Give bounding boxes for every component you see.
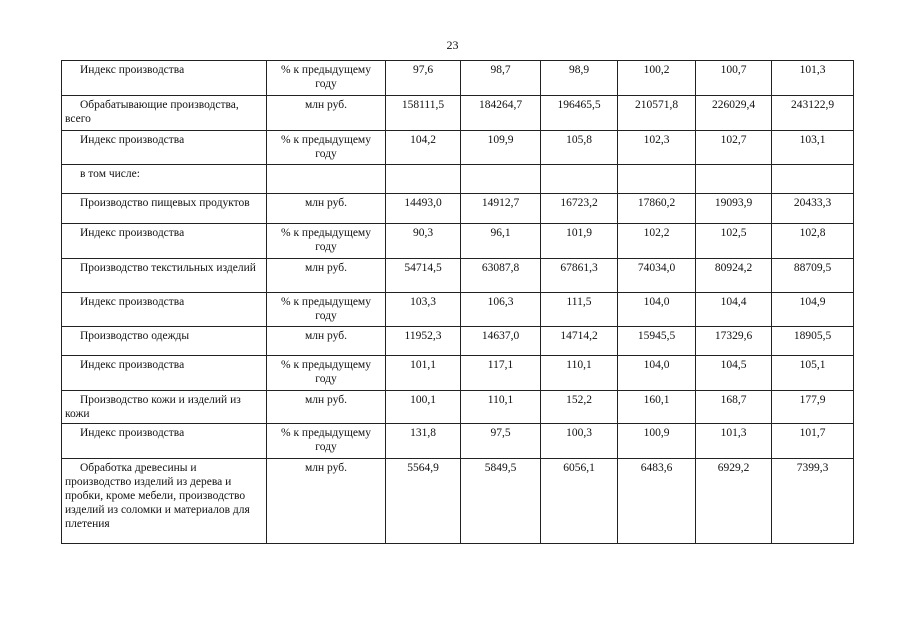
value-cell: 17860,2 bbox=[618, 194, 696, 224]
value-cell: 14493,0 bbox=[386, 194, 461, 224]
value-cell: 74034,0 bbox=[618, 259, 696, 293]
value-cell: 243122,9 bbox=[772, 96, 854, 131]
unit-cell: % к предыдущему году bbox=[267, 224, 386, 259]
value-cell: 5564,9 bbox=[386, 459, 461, 544]
value-cell: 226029,4 bbox=[696, 96, 772, 131]
value-cell: 6483,6 bbox=[618, 459, 696, 544]
unit-cell: % к предыдущему году bbox=[267, 61, 386, 96]
value-cell: 103,1 bbox=[772, 131, 854, 165]
table-row bbox=[62, 194, 854, 224]
value-cell bbox=[696, 165, 772, 194]
row-label: Обрабатывающие производства, всего bbox=[62, 96, 267, 131]
value-cell: 5849,5 bbox=[461, 459, 541, 544]
value-cell: 101,3 bbox=[696, 424, 772, 459]
value-cell: 104,2 bbox=[386, 131, 461, 165]
value-cell: 7399,3 bbox=[772, 459, 854, 544]
value-cell: 16723,2 bbox=[541, 194, 618, 224]
table-row bbox=[62, 424, 854, 459]
value-cell: 6056,1 bbox=[541, 459, 618, 544]
table-row bbox=[62, 165, 854, 194]
value-cell: 20433,3 bbox=[772, 194, 854, 224]
value-cell bbox=[772, 165, 854, 194]
value-cell: 131,8 bbox=[386, 424, 461, 459]
row-label: в том числе: bbox=[62, 165, 267, 194]
unit-cell: млн руб. bbox=[267, 459, 386, 544]
value-cell: 102,8 bbox=[772, 224, 854, 259]
statistics-table bbox=[61, 60, 854, 544]
row-label: Производство текстильных изделий bbox=[62, 259, 267, 293]
table-row bbox=[62, 356, 854, 391]
value-cell: 11952,3 bbox=[386, 327, 461, 356]
table-row bbox=[62, 459, 854, 544]
value-cell: 101,1 bbox=[386, 356, 461, 391]
value-cell: 110,1 bbox=[541, 356, 618, 391]
value-cell: 158111,5 bbox=[386, 96, 461, 131]
value-cell: 14714,2 bbox=[541, 327, 618, 356]
table-row bbox=[62, 61, 854, 96]
value-cell: 104,4 bbox=[696, 293, 772, 327]
value-cell: 100,2 bbox=[618, 61, 696, 96]
table-row bbox=[62, 224, 854, 259]
page-number: 23 bbox=[446, 38, 459, 52]
unit-cell: млн руб. bbox=[267, 327, 386, 356]
value-cell: 80924,2 bbox=[696, 259, 772, 293]
value-cell: 111,5 bbox=[541, 293, 618, 327]
row-label: Индекс производства bbox=[62, 131, 267, 165]
value-cell: 97,6 bbox=[386, 61, 461, 96]
value-cell: 101,3 bbox=[772, 61, 854, 96]
value-cell: 98,7 bbox=[461, 61, 541, 96]
value-cell bbox=[386, 165, 461, 194]
table-row bbox=[62, 293, 854, 327]
value-cell: 104,0 bbox=[618, 293, 696, 327]
value-cell: 210571,8 bbox=[618, 96, 696, 131]
value-cell: 102,2 bbox=[618, 224, 696, 259]
value-cell: 6929,2 bbox=[696, 459, 772, 544]
unit-cell: % к предыдущему году bbox=[267, 424, 386, 459]
unit-cell bbox=[267, 165, 386, 194]
value-cell: 54714,5 bbox=[386, 259, 461, 293]
value-cell: 106,3 bbox=[461, 293, 541, 327]
value-cell: 101,9 bbox=[541, 224, 618, 259]
value-cell: 67861,3 bbox=[541, 259, 618, 293]
table-row bbox=[62, 96, 854, 131]
value-cell: 98,9 bbox=[541, 61, 618, 96]
unit-cell: млн руб. bbox=[267, 194, 386, 224]
value-cell: 14637,0 bbox=[461, 327, 541, 356]
unit-cell: % к предыдущему году bbox=[267, 293, 386, 327]
row-label: Обработка древесины и производство изделий из дерева и пробки, кроме мебели, производство изделий из соломки и материалов для плетения bbox=[62, 459, 267, 544]
unit-cell: млн руб. bbox=[267, 391, 386, 424]
table-row bbox=[62, 131, 854, 165]
value-cell bbox=[618, 165, 696, 194]
value-cell: 100,7 bbox=[696, 61, 772, 96]
value-cell: 100,3 bbox=[541, 424, 618, 459]
value-cell: 102,5 bbox=[696, 224, 772, 259]
row-label: Индекс производства bbox=[62, 356, 267, 391]
value-cell: 105,1 bbox=[772, 356, 854, 391]
value-cell: 117,1 bbox=[461, 356, 541, 391]
row-label: Индекс производства bbox=[62, 424, 267, 459]
value-cell: 103,3 bbox=[386, 293, 461, 327]
unit-cell: % к предыдущему году bbox=[267, 131, 386, 165]
value-cell: 104,0 bbox=[618, 356, 696, 391]
value-cell: 19093,9 bbox=[696, 194, 772, 224]
value-cell: 152,2 bbox=[541, 391, 618, 424]
unit-cell: млн руб. bbox=[267, 96, 386, 131]
row-label: Производство одежды bbox=[62, 327, 267, 356]
value-cell: 168,7 bbox=[696, 391, 772, 424]
table-row bbox=[62, 391, 854, 424]
unit-cell: млн руб. bbox=[267, 259, 386, 293]
value-cell: 109,9 bbox=[461, 131, 541, 165]
row-label: Индекс производства bbox=[62, 61, 267, 96]
value-cell: 196465,5 bbox=[541, 96, 618, 131]
value-cell bbox=[461, 165, 541, 194]
value-cell: 88709,5 bbox=[772, 259, 854, 293]
row-label: Производство кожи и изделий из кожи bbox=[62, 391, 267, 424]
value-cell: 97,5 bbox=[461, 424, 541, 459]
table-row bbox=[62, 327, 854, 356]
value-cell: 17329,6 bbox=[696, 327, 772, 356]
value-cell: 110,1 bbox=[461, 391, 541, 424]
value-cell: 100,9 bbox=[618, 424, 696, 459]
value-cell: 160,1 bbox=[618, 391, 696, 424]
value-cell: 63087,8 bbox=[461, 259, 541, 293]
value-cell: 100,1 bbox=[386, 391, 461, 424]
value-cell: 90,3 bbox=[386, 224, 461, 259]
value-cell: 184264,7 bbox=[461, 96, 541, 131]
row-label: Индекс производства bbox=[62, 293, 267, 327]
value-cell: 102,3 bbox=[618, 131, 696, 165]
value-cell: 102,7 bbox=[696, 131, 772, 165]
row-label: Производство пищевых продуктов bbox=[62, 194, 267, 224]
value-cell: 104,9 bbox=[772, 293, 854, 327]
value-cell: 101,7 bbox=[772, 424, 854, 459]
value-cell: 177,9 bbox=[772, 391, 854, 424]
value-cell: 104,5 bbox=[696, 356, 772, 391]
unit-cell: % к предыдущему году bbox=[267, 356, 386, 391]
table-row bbox=[62, 259, 854, 293]
value-cell: 105,8 bbox=[541, 131, 618, 165]
value-cell: 14912,7 bbox=[461, 194, 541, 224]
value-cell bbox=[541, 165, 618, 194]
value-cell: 15945,5 bbox=[618, 327, 696, 356]
value-cell: 96,1 bbox=[461, 224, 541, 259]
value-cell: 18905,5 bbox=[772, 327, 854, 356]
row-label: Индекс производства bbox=[62, 224, 267, 259]
